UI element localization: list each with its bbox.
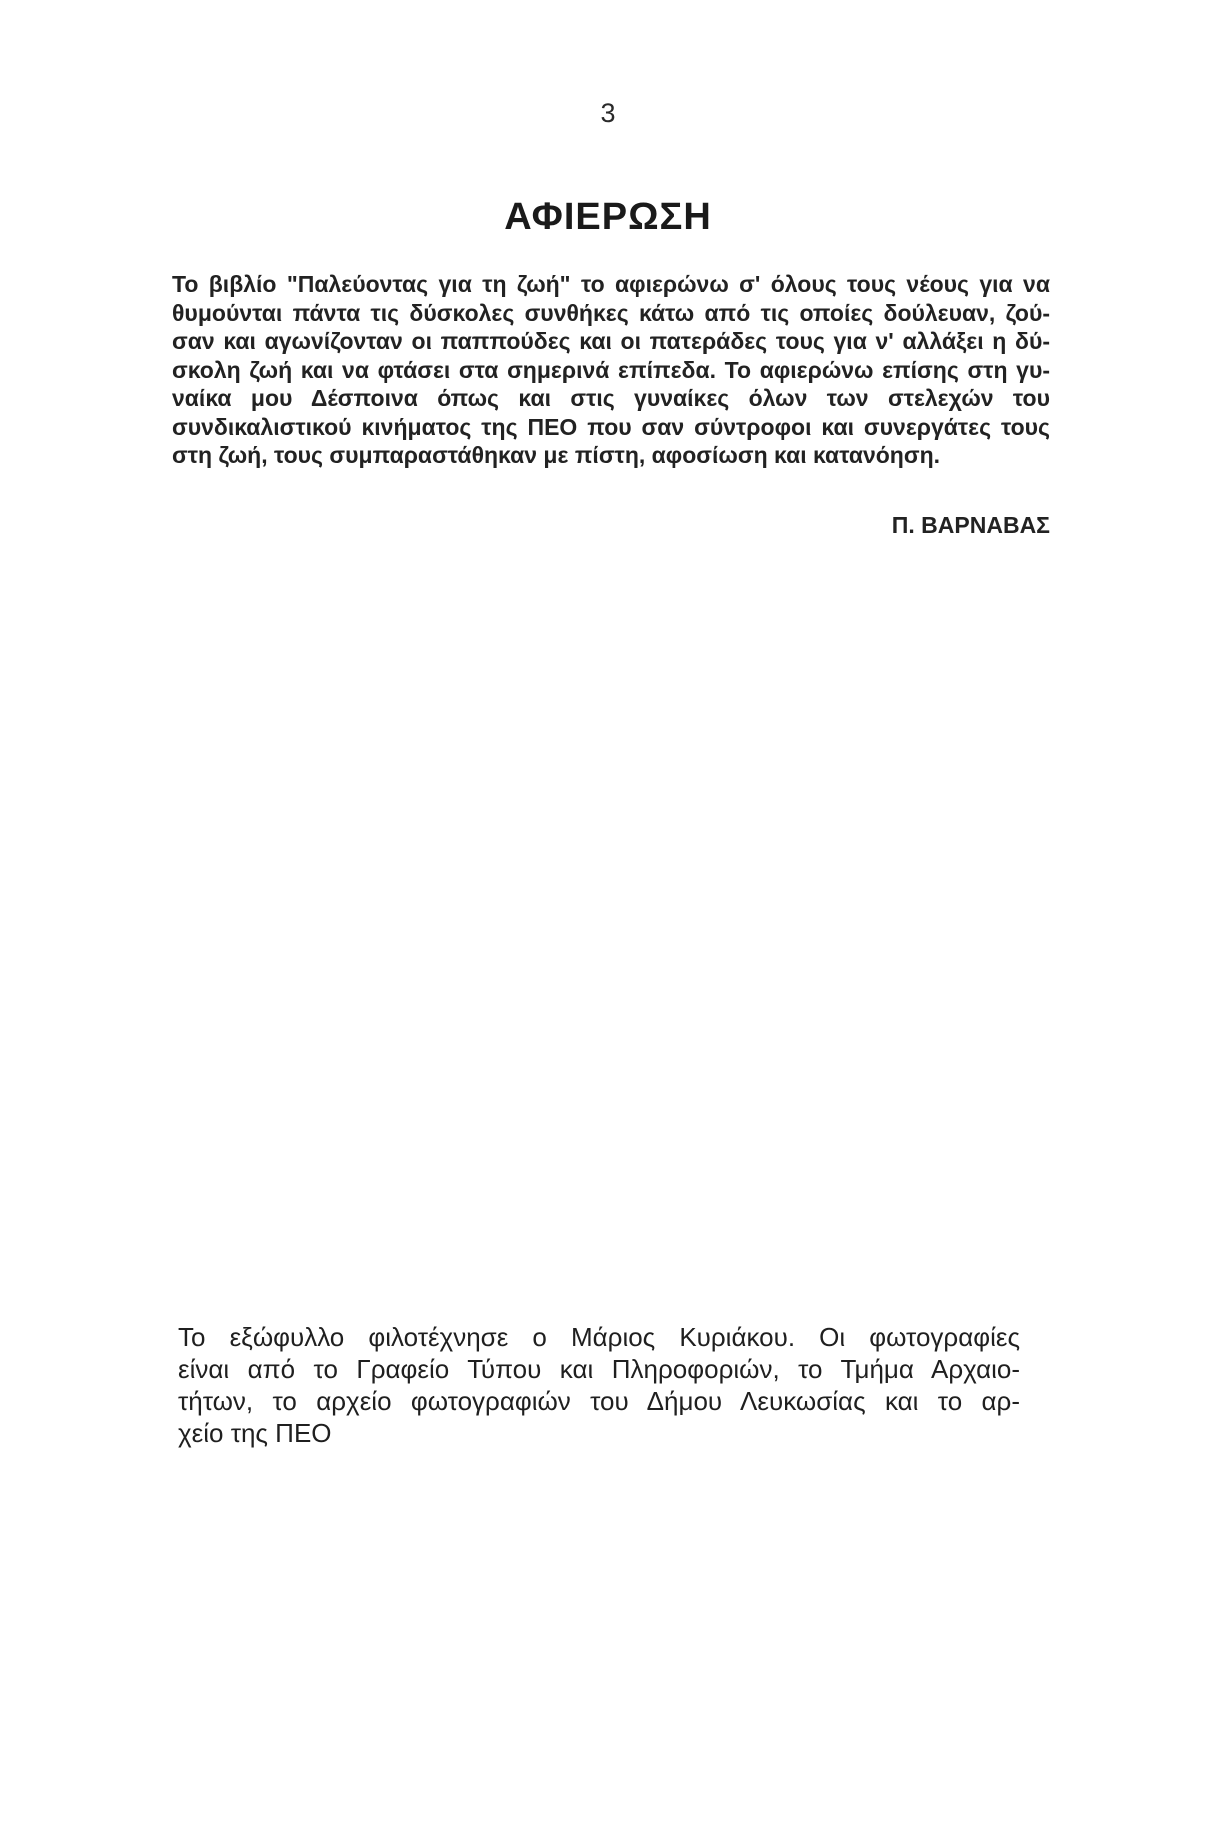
dedication-line: ναίκα μου Δέσποινα όπως και στις γυναίκες όλων των στελεχών του	[172, 385, 1050, 411]
author-signature: Π. ΒΑΡΝΑΒΑΣ	[891, 512, 1050, 538]
dedication-line: συνδικαλιστικού κινήματος της ΠΕΟ που σαν σύντροφοι και συνεργάτες τους	[172, 413, 1050, 440]
dedication-line: στη ζωή, τους συμπαραστάθηκαν με πίστη, αφοσίωση και κατανόηση.	[172, 442, 941, 468]
page-number: 3	[600, 98, 616, 128]
credits-line: χείο της ΠΕΟ	[178, 1418, 332, 1448]
credits-line: τήτων, το αρχείο φωτογραφιών του Δήμου Λευκωσίας και το αρ-	[178, 1386, 1020, 1416]
dedication-line: σκολη ζωή και να φτάσει στα σημερινά επίπεδα. Το αφιερώνω επίσης στη γυ-	[172, 356, 1050, 383]
dedication-line: Το βιβλίο "Παλεύοντας για τη ζωή" το αφιερώνω σ' όλους τους νέους για να	[172, 271, 1050, 297]
credits-line: είναι από το Γραφείο Τύπου και Πληροφοριών, το Τμήμα Αρχαιο-	[178, 1354, 1020, 1384]
dedication-line: θυμούνται πάντα τις δύσκολες συνθήκες κάτω από τις οποίες δούλευαν, ζού-	[172, 299, 1050, 326]
dedication-paragraph	[172, 270, 1050, 470]
page-title: ΑΦΙΕΡΩΣΗ	[504, 196, 712, 238]
credits-paragraph	[178, 1321, 1020, 1449]
credits-line: Το εξώφυλλο φιλοτέχνησε ο Μάριος Κυριάκου. Οι φωτογραφίες	[178, 1322, 1020, 1352]
dedication-line: σαν και αγωνίζονταν οι παππούδες και οι πατεράδες τους για ν' αλλάξει η δύ-	[172, 328, 1050, 354]
